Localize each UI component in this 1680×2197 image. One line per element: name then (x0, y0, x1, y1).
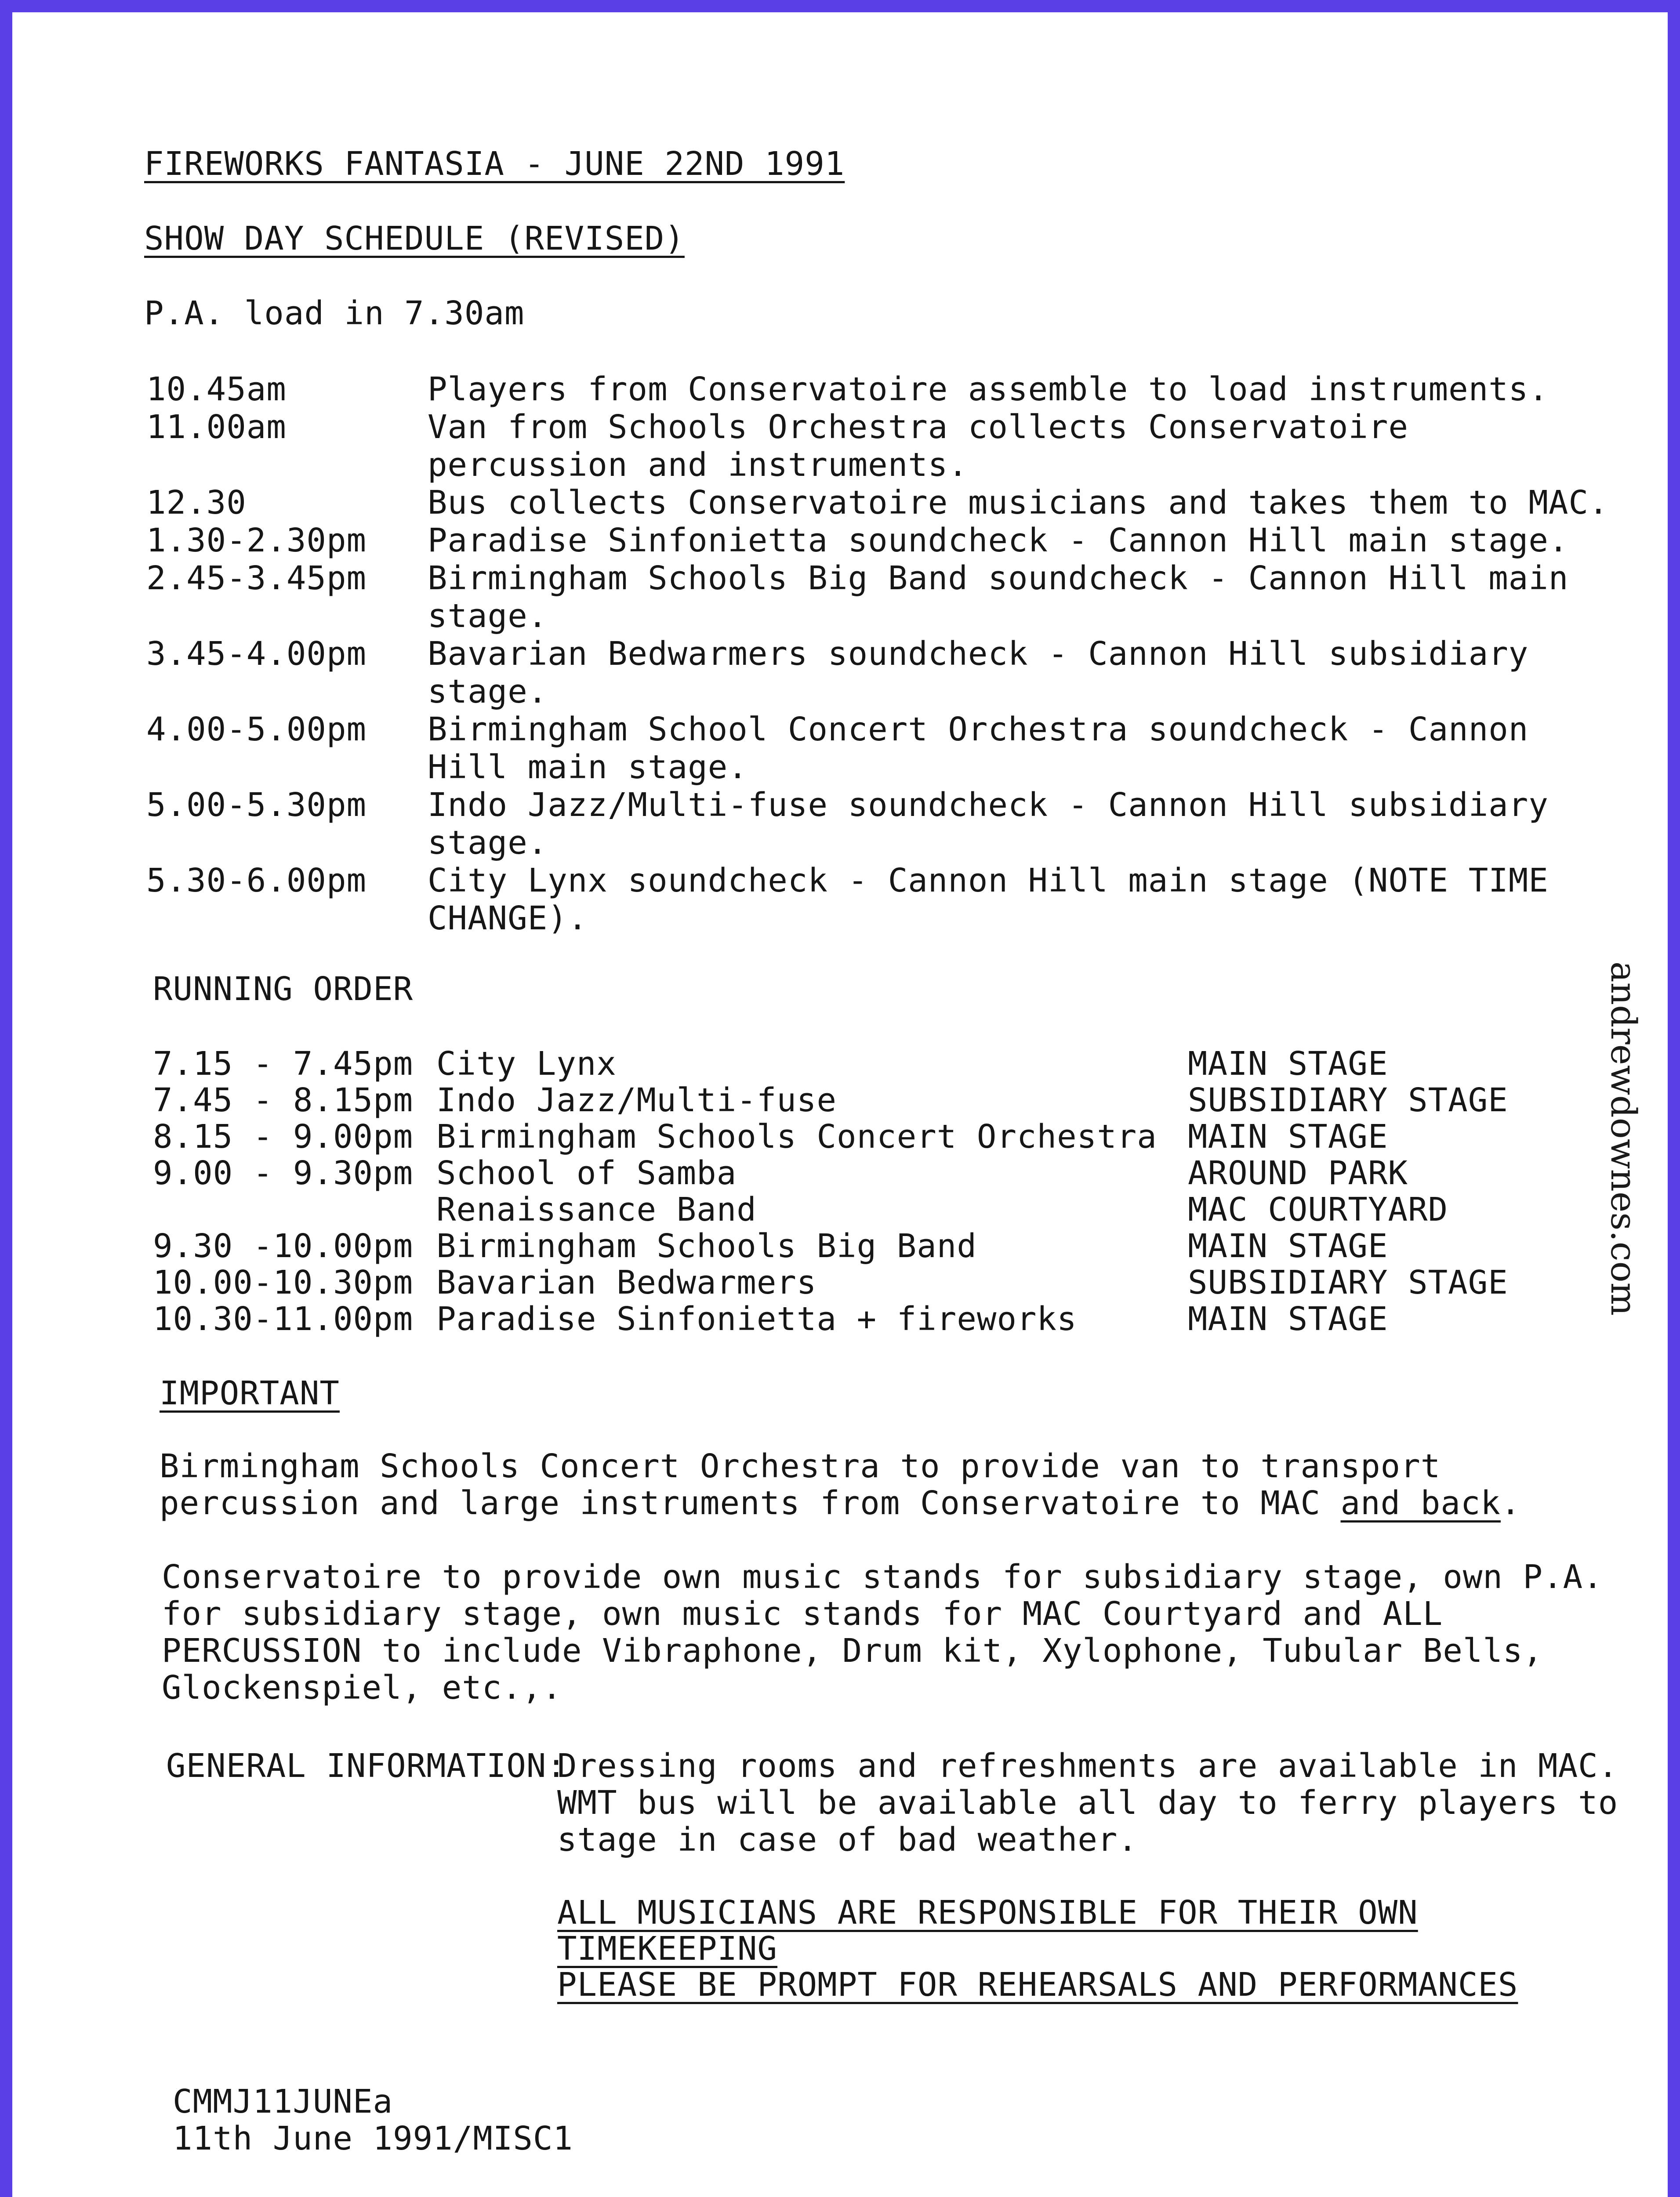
schedule-time: 1.30-2.30pm (146, 522, 367, 559)
schedule-desc: Bus collects Conservatoire musicians and takes them to MAC. (428, 484, 1609, 522)
running-order-venue: AROUND PARK (1188, 1154, 1408, 1192)
running-order-act: Birmingham Schools Concert Orchestra (436, 1118, 1157, 1156)
running-order-time: 8.15 - 9.00pm (153, 1118, 414, 1156)
schedule-time: 10.45am (146, 370, 287, 408)
important-text: . (1500, 1484, 1521, 1522)
schedule-desc: Players from Conservatoire assemble to load instruments. (428, 370, 1549, 408)
running-order-venue: SUBSIDIARY STAGE (1188, 1081, 1508, 1119)
notice-line: PLEASE BE PROMPT FOR REHEARSALS AND PERFORMANCES (557, 1966, 1518, 2004)
important-line: PERCUSSION to include Vibraphone, Drum kit, Xylophone, Tubular Bells, (162, 1632, 1543, 1670)
general-line: stage in case of bad weather. (557, 1821, 1138, 1859)
schedule-time: 12.30 (146, 484, 247, 522)
running-order-act: Bavarian Bedwarmers (436, 1264, 817, 1302)
running-order-act: Renaissance Band (436, 1191, 757, 1229)
schedule-desc: CHANGE). (428, 899, 588, 937)
document-date: 11th June 1991/MISC1 (173, 2120, 573, 2157)
running-order-act: School of Samba (436, 1154, 737, 1192)
schedule-subtitle: SHOW DAY SCHEDULE (REVISED) (144, 220, 685, 257)
schedule-desc: Paradise Sinfonietta soundcheck - Cannon Hill main stage. (428, 522, 1569, 559)
running-order-act: Indo Jazz/Multi-fuse (436, 1081, 837, 1119)
important-line: Birmingham Schools Concert Orchestra to provide van to transport (160, 1447, 1441, 1485)
running-order-time: 10.30-11.00pm (153, 1300, 414, 1338)
running-order-time: 7.45 - 8.15pm (153, 1081, 414, 1119)
schedule-desc: percussion and instruments. (428, 446, 968, 484)
important-line (160, 1484, 1521, 1522)
running-order-time: 9.00 - 9.30pm (153, 1154, 414, 1192)
schedule-desc: stage. (428, 597, 548, 635)
document-reference: CMMJ11JUNEa (173, 2083, 393, 2121)
watermark: andrewdownes.com (1603, 961, 1644, 1316)
important-line: Conservatoire to provide own music stands for subsidiary stage, own P.A. (162, 1558, 1603, 1596)
schedule-desc: Birmingham Schools Big Band soundcheck - Cannon Hill main (428, 559, 1569, 597)
general-line: Dressing rooms and refreshments are available in MAC. (557, 1747, 1618, 1785)
running-order-heading: RUNNING ORDER (153, 970, 414, 1008)
schedule-desc: City Lynx soundcheck - Cannon Hill main stage (NOTE TIME (428, 862, 1549, 899)
underlined-text: and back (1340, 1484, 1501, 1522)
important-text: percussion and large instruments from Conservatoire to MAC (160, 1484, 1341, 1522)
running-order-time: 7.15 - 7.45pm (153, 1045, 414, 1083)
running-order-venue: MAC COURTYARD (1188, 1191, 1448, 1229)
running-order-time: 10.00-10.30pm (153, 1264, 414, 1302)
important-line: for subsidiary stage, own music stands for MAC Courtyard and ALL (162, 1595, 1443, 1633)
schedule-time: 11.00am (146, 408, 287, 446)
document-page (12, 12, 1668, 2197)
running-order-venue: SUBSIDIARY STAGE (1188, 1264, 1508, 1302)
schedule-desc: Van from Schools Orchestra collects Conservatoire (428, 408, 1409, 446)
schedule-time: 2.45-3.45pm (146, 559, 367, 597)
schedule-time: 5.30-6.00pm (146, 862, 367, 899)
pa-load-line: P.A. load in 7.30am (144, 294, 525, 332)
schedule-desc: Indo Jazz/Multi-fuse soundcheck - Cannon Hill subsidiary (428, 786, 1549, 824)
running-order-act: City Lynx (436, 1045, 617, 1083)
schedule-desc: Birmingham School Concert Orchestra soundcheck - Cannon (428, 711, 1529, 748)
important-heading: IMPORTANT (160, 1374, 340, 1412)
running-order-venue: MAIN STAGE (1188, 1118, 1388, 1156)
document-title: FIREWORKS FANTASIA - JUNE 22ND 1991 (144, 145, 845, 183)
notice-line: ALL MUSICIANS ARE RESPONSIBLE FOR THEIR OWN (557, 1894, 1418, 1932)
schedule-desc: Bavarian Bedwarmers soundcheck - Cannon Hill subsidiary (428, 635, 1529, 673)
running-order-time: 9.30 -10.00pm (153, 1227, 414, 1265)
running-order-venue: MAIN STAGE (1188, 1227, 1388, 1265)
schedule-time: 3.45-4.00pm (146, 635, 367, 673)
schedule-time: 4.00-5.00pm (146, 711, 367, 748)
important-line: Glockenspiel, etc.,. (162, 1669, 562, 1707)
schedule-desc: Hill main stage. (428, 748, 748, 786)
general-information-label: GENERAL INFORMATION: (166, 1747, 567, 1785)
schedule-desc: stage. (428, 824, 548, 862)
running-order-act: Birmingham Schools Big Band (436, 1227, 977, 1265)
general-line: WMT bus will be available all day to ferry players to (557, 1784, 1618, 1822)
running-order-venue: MAIN STAGE (1188, 1045, 1388, 1083)
schedule-desc: stage. (428, 673, 548, 711)
running-order-venue: MAIN STAGE (1188, 1300, 1388, 1338)
schedule-time: 5.00-5.30pm (146, 786, 367, 824)
notice-line: TIMEKEEPING (557, 1930, 778, 1968)
running-order-act: Paradise Sinfonietta + fireworks (436, 1300, 1077, 1338)
